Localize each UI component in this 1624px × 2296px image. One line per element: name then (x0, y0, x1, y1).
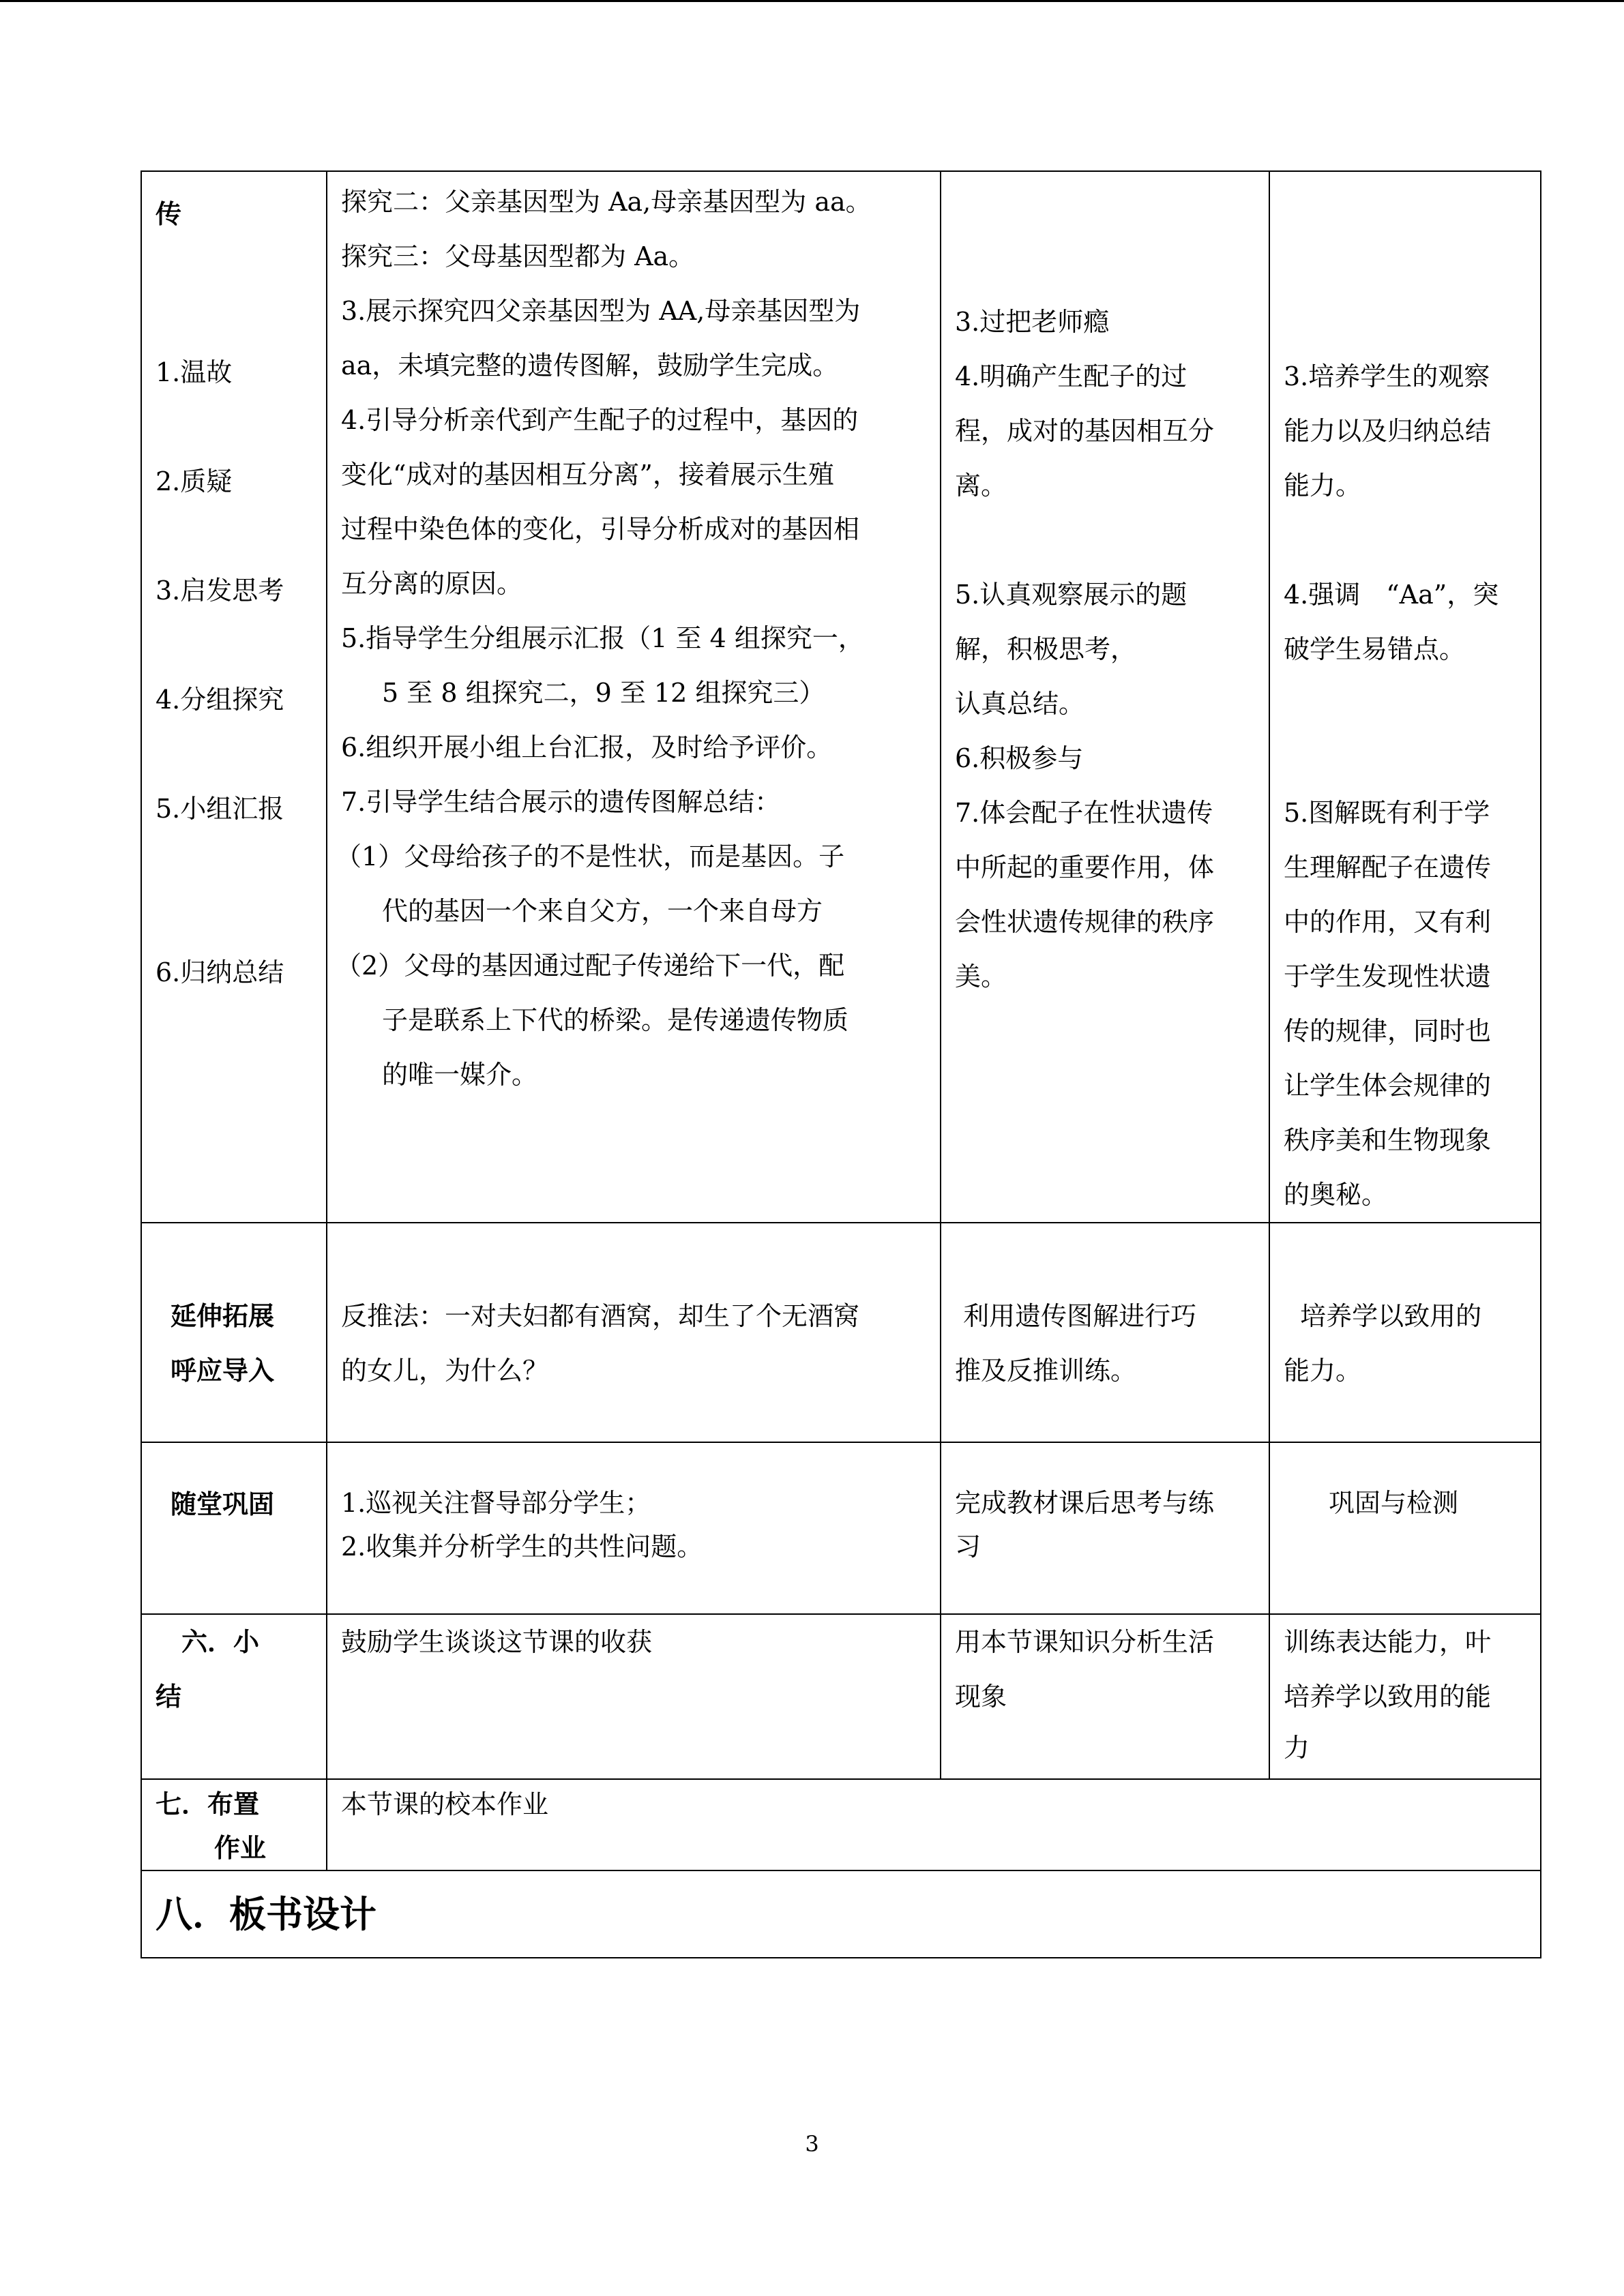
text-line: 反推法：一对夫妇都有酒窝，却生了个无酒窝 (341, 1301, 860, 1331)
text-line: aa，未填完整的遗传图解，鼓励学生完成。 (341, 351, 839, 381)
text-line: 代的基因一个来自父方，一个来自母方 (382, 896, 823, 926)
text-line: 完成教材课后思考与练 (955, 1488, 1215, 1518)
text-line: 3.展示探究四父亲基因型为 AA,母亲基因型为 (341, 296, 861, 326)
teacher-activity-cell (327, 1442, 941, 1614)
text-line: 6.组织开展小组上台汇报，及时给予评价。 (341, 732, 833, 762)
text-line: 7.引导学生结合展示的遗传图解总结： (341, 787, 781, 817)
text-line: 破学生易错点。 (1284, 634, 1466, 664)
text-line: 的女儿，为什么？ (341, 1356, 549, 1386)
stage-title: 随堂巩固 (171, 1489, 275, 1519)
top-border-line (0, 0, 1624, 2)
stage-title: 七．布置 (156, 1789, 260, 1819)
lesson-plan-table (141, 170, 1541, 1958)
text-line: 5.图解既有利于学 (1284, 798, 1490, 828)
text-line: 习 (955, 1532, 981, 1562)
text-line: 本节课的校本作业 (341, 1789, 549, 1819)
table-row-extension (141, 1223, 1541, 1442)
teacher-activity-cell (327, 1614, 941, 1779)
stage-item: 5.小组汇报 (156, 794, 284, 824)
page-number: 3 (805, 2131, 819, 2157)
text-line: 生理解配子在遗传 (1284, 852, 1492, 882)
text-line: 的奥秘。 (1284, 1180, 1388, 1210)
stage-cell (141, 1614, 327, 1779)
student-activity-cell (941, 1223, 1269, 1442)
stage-item: 4.分组探究 (156, 685, 284, 715)
text-line: 中所起的重要作用，体 (955, 852, 1215, 882)
table-row-teaching-process (141, 171, 1541, 1223)
text-line: 过程中染色体的变化，引导分析成对的基因相 (341, 514, 860, 544)
text-line: 程，成对的基因相互分 (955, 416, 1215, 446)
text-line: 解，积极思考， (955, 634, 1137, 664)
student-activity-cell (941, 1614, 1269, 1779)
text-line: 利用遗传图解进行巧 (955, 1301, 1197, 1331)
text-line: 7.体会配子在性状遗传 (955, 798, 1213, 828)
table-row-summary (141, 1614, 1541, 1779)
teacher-activity-cell (327, 171, 941, 1223)
text-line: 3.培养学生的观察 (1284, 361, 1490, 391)
text-line: 互分离的原因。 (341, 569, 523, 599)
text-line: 2.收集并分析学生的共性问题。 (341, 1532, 703, 1562)
text-line: （2）父母的基因通过配子传递给下一代，配 (336, 951, 845, 981)
student-activity-cell (941, 171, 1269, 1223)
text-line: 探究二：父亲基因型为 Aa,母亲基因型为 aa。 (341, 187, 872, 217)
text-line: 鼓励学生谈谈这节课的收获 (341, 1627, 653, 1657)
text-line: 现象 (955, 1682, 1007, 1712)
stage-cell (141, 1223, 327, 1442)
text-line: 子是联系上下代的桥梁。是传递遗传物质 (382, 1005, 849, 1035)
board-design-title: 八．板书设计 (156, 1892, 377, 1936)
text-line: 会性状遗传规律的秩序 (955, 907, 1215, 937)
text-line: 认真总结。 (955, 689, 1085, 719)
stage-title: 六．小 (156, 1626, 260, 1657)
student-activity-cell (941, 1442, 1269, 1614)
text-line: 离。 (955, 471, 1007, 501)
text-line: 培养学以致用的能 (1284, 1682, 1492, 1712)
text-line: 中的作用，又有利 (1284, 907, 1492, 937)
table-row-homework (141, 1779, 1541, 1870)
board-design-cell (141, 1870, 1541, 1958)
text-line: 美。 (955, 961, 1007, 992)
design-intent-cell (1269, 1223, 1541, 1442)
table-row-board-design (141, 1870, 1541, 1958)
text-line: 5.指导学生分组展示汇报（1 至 4 组探究一， (341, 623, 864, 653)
text-line: 4.强调 “Aa”，突 (1284, 580, 1499, 610)
text-line: 4.明确产生配子的过 (955, 361, 1187, 391)
text-line: （1）父母给孩子的不是性状，而是基因。子 (336, 841, 845, 871)
stage-item: 3.启发思考 (156, 576, 284, 606)
text-line: 训练表达能力，叶 (1284, 1627, 1492, 1657)
stage-item: 6.归纳总结 (156, 957, 284, 987)
text-line: 探究三：父母基因型都为 Aa。 (341, 241, 695, 271)
text-line: 变化“成对的基因相互分离”，接着展示生殖 (341, 460, 834, 490)
text-line: 力 (1284, 1733, 1310, 1763)
text-line: 能力。 (1284, 1356, 1362, 1386)
text-line: 巩固与检测 (1329, 1488, 1459, 1518)
stage-title: 延伸拓展 (171, 1300, 275, 1331)
text-line: 3.过把老师瘾 (955, 307, 1110, 337)
design-intent-cell (1269, 1442, 1541, 1614)
teacher-activity-cell (327, 1223, 941, 1442)
text-line: 传的规律，同时也 (1284, 1016, 1492, 1046)
text-line: 让学生体会规律的 (1284, 1071, 1492, 1101)
stage-title: 传 (156, 198, 182, 229)
text-line: 推及反推训练。 (955, 1356, 1137, 1386)
text-line: 用本节课知识分析生活 (955, 1627, 1215, 1657)
stage-title: 结 (156, 1681, 182, 1712)
text-line: 5.认真观察展示的题 (955, 580, 1187, 610)
stage-title: 作业 (214, 1832, 267, 1863)
text-line: 培养学以致用的 (1284, 1301, 1482, 1331)
design-intent-cell (1269, 171, 1541, 1223)
homework-cell (327, 1779, 1541, 1870)
stage-item: 1.温故 (156, 357, 233, 387)
stage-cell (141, 1779, 327, 1870)
design-intent-cell (1269, 1614, 1541, 1779)
text-line: 6.积极参与 (955, 743, 1084, 773)
text-line: 1.巡视关注督导部分学生； (341, 1488, 651, 1518)
text-line: 于学生发现性状遗 (1284, 961, 1492, 992)
table-row-consolidation (141, 1442, 1541, 1614)
text-line: 能力以及归纳总结 (1284, 416, 1492, 446)
stage-item: 2.质疑 (156, 466, 233, 496)
text-line: 4.引导分析亲代到产生配子的过程中，基因的 (341, 405, 859, 435)
text-line: 能力。 (1284, 471, 1362, 501)
text-line: 秩序美和生物现象 (1284, 1125, 1492, 1155)
text-line: 5 至 8 组探究二，9 至 12 组探究三） (382, 678, 825, 708)
stage-cell (141, 171, 327, 1223)
text-line: 的唯一媒介。 (382, 1060, 538, 1090)
stage-cell (141, 1442, 327, 1614)
stage-title: 呼应导入 (171, 1355, 275, 1386)
